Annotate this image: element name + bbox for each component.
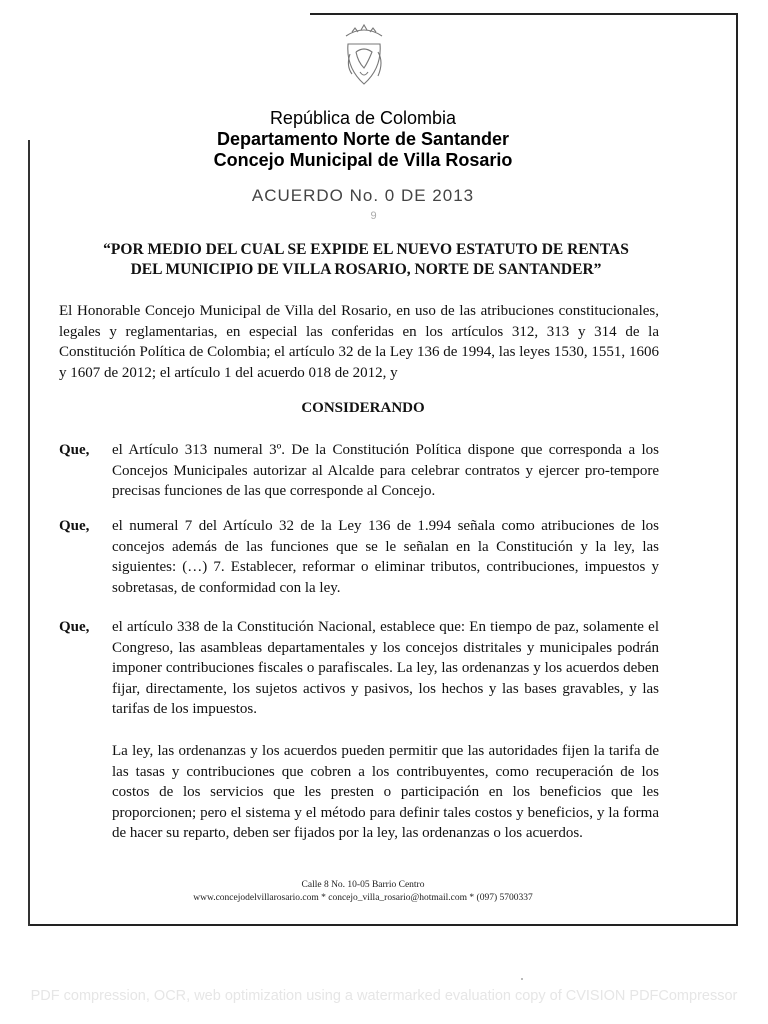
considerando-heading: CONSIDERANDO bbox=[301, 400, 425, 416]
acuerdo-number: ACUERDO No. 0 DE 2013 bbox=[251, 186, 475, 205]
clause-continuation-text: La ley, las ordenanzas y los acuerdos pueden permitir que las autoridades fijen la tarifa de las tasas y contribuciones que cobren a los contribuyentes, como recuperación de los costos de los servicios que les presten o participación en los beneficios que les proporcionen; pero el sistema y el método para definir tales costos y beneficios, y la forma de hacer su reparto, deben ser fijados por la ley, las ordenanzas o los acuerdos. bbox=[112, 743, 659, 841]
que-label: Que, bbox=[59, 442, 90, 458]
clause-text: el numeral 7 del Artículo 32 de la Ley 136 de 1.994 señala como atribuciones de los concejos además de las funciones que se le señalan en la Constitución y la ley, las siguientes: (…) 7. Establecer, reformar o eliminar tributos, contribuciones, impuestos y sobretasas, de conformidad con la ley. bbox=[112, 518, 659, 596]
evaluation-watermark: PDF compression, OCR, web optimization using a watermarked evaluation copy of CVISION PDFCompressor bbox=[30, 988, 738, 1004]
page-border-top bbox=[310, 13, 738, 15]
footer-address: Calle 8 No. 10-05 Barrio Centro bbox=[301, 880, 425, 890]
footer-contact: www.concejodelvillarosario.com * concejo_villa_rosario@hotmail.com * (097) 5700337 bbox=[193, 893, 533, 903]
acuerdo-date: 9 bbox=[370, 210, 380, 222]
letterhead bbox=[0, 108, 726, 171]
title-line-2: DEL MUNICIPIO DE VILLA ROSARIO, NORTE DE SANTANDER” bbox=[130, 261, 602, 278]
council-name: Concejo Municipal de Villa Rosario bbox=[213, 150, 513, 170]
coat-of-arms-seal bbox=[334, 22, 394, 94]
clause-text: el Artículo 313 numeral 3º. De la Constitución Política dispone que corresponda a los Concejos Municipales autorizar al Alcalde para celebrar contratos y ejercer pro-tempore precisas funciones de las que corresponde al Concejo. bbox=[112, 442, 659, 499]
que-label: Que, bbox=[59, 518, 90, 534]
page-border-left bbox=[28, 140, 30, 926]
clause-text: el artículo 338 de la Constitución Nacional, establece que: En tiempo de paz, solamente el Congreso, las asambleas departamentales y los concejos distritales y municipales podrán imponer contribuciones fiscales o parafiscales. La ley, las ordenanzas y los acuerdos deben fijar, directamente, los sujetos activos y pasivos, los hechos y las bases gravables, y las tarifas de los impuestos. bbox=[112, 619, 659, 717]
que-label: Que, bbox=[59, 619, 90, 635]
scan-speck bbox=[521, 978, 523, 980]
republic-name: República de Colombia bbox=[269, 108, 457, 128]
intro-paragraph: El Honorable Concejo Municipal de Villa del Rosario, en uso de las atribuciones constitucionales, legales y reglamentarias, en especial las conferidas en los artículos 312, 313 y 314 de la Constitución Política de Colombia; el artículo 32 de la Ley 136 de 1994, las leyes 1530, 1551, 1606 y 1607 de 2012; el artículo 1 del acuerdo 018 de 2012, y bbox=[59, 303, 659, 381]
document-title bbox=[60, 240, 672, 280]
title-line-1: “POR MEDIO DEL CUAL SE EXPIDE EL NUEVO ESTATUTO DE RENTAS bbox=[103, 241, 629, 258]
department-name: Departamento Norte de Santander bbox=[216, 129, 510, 149]
